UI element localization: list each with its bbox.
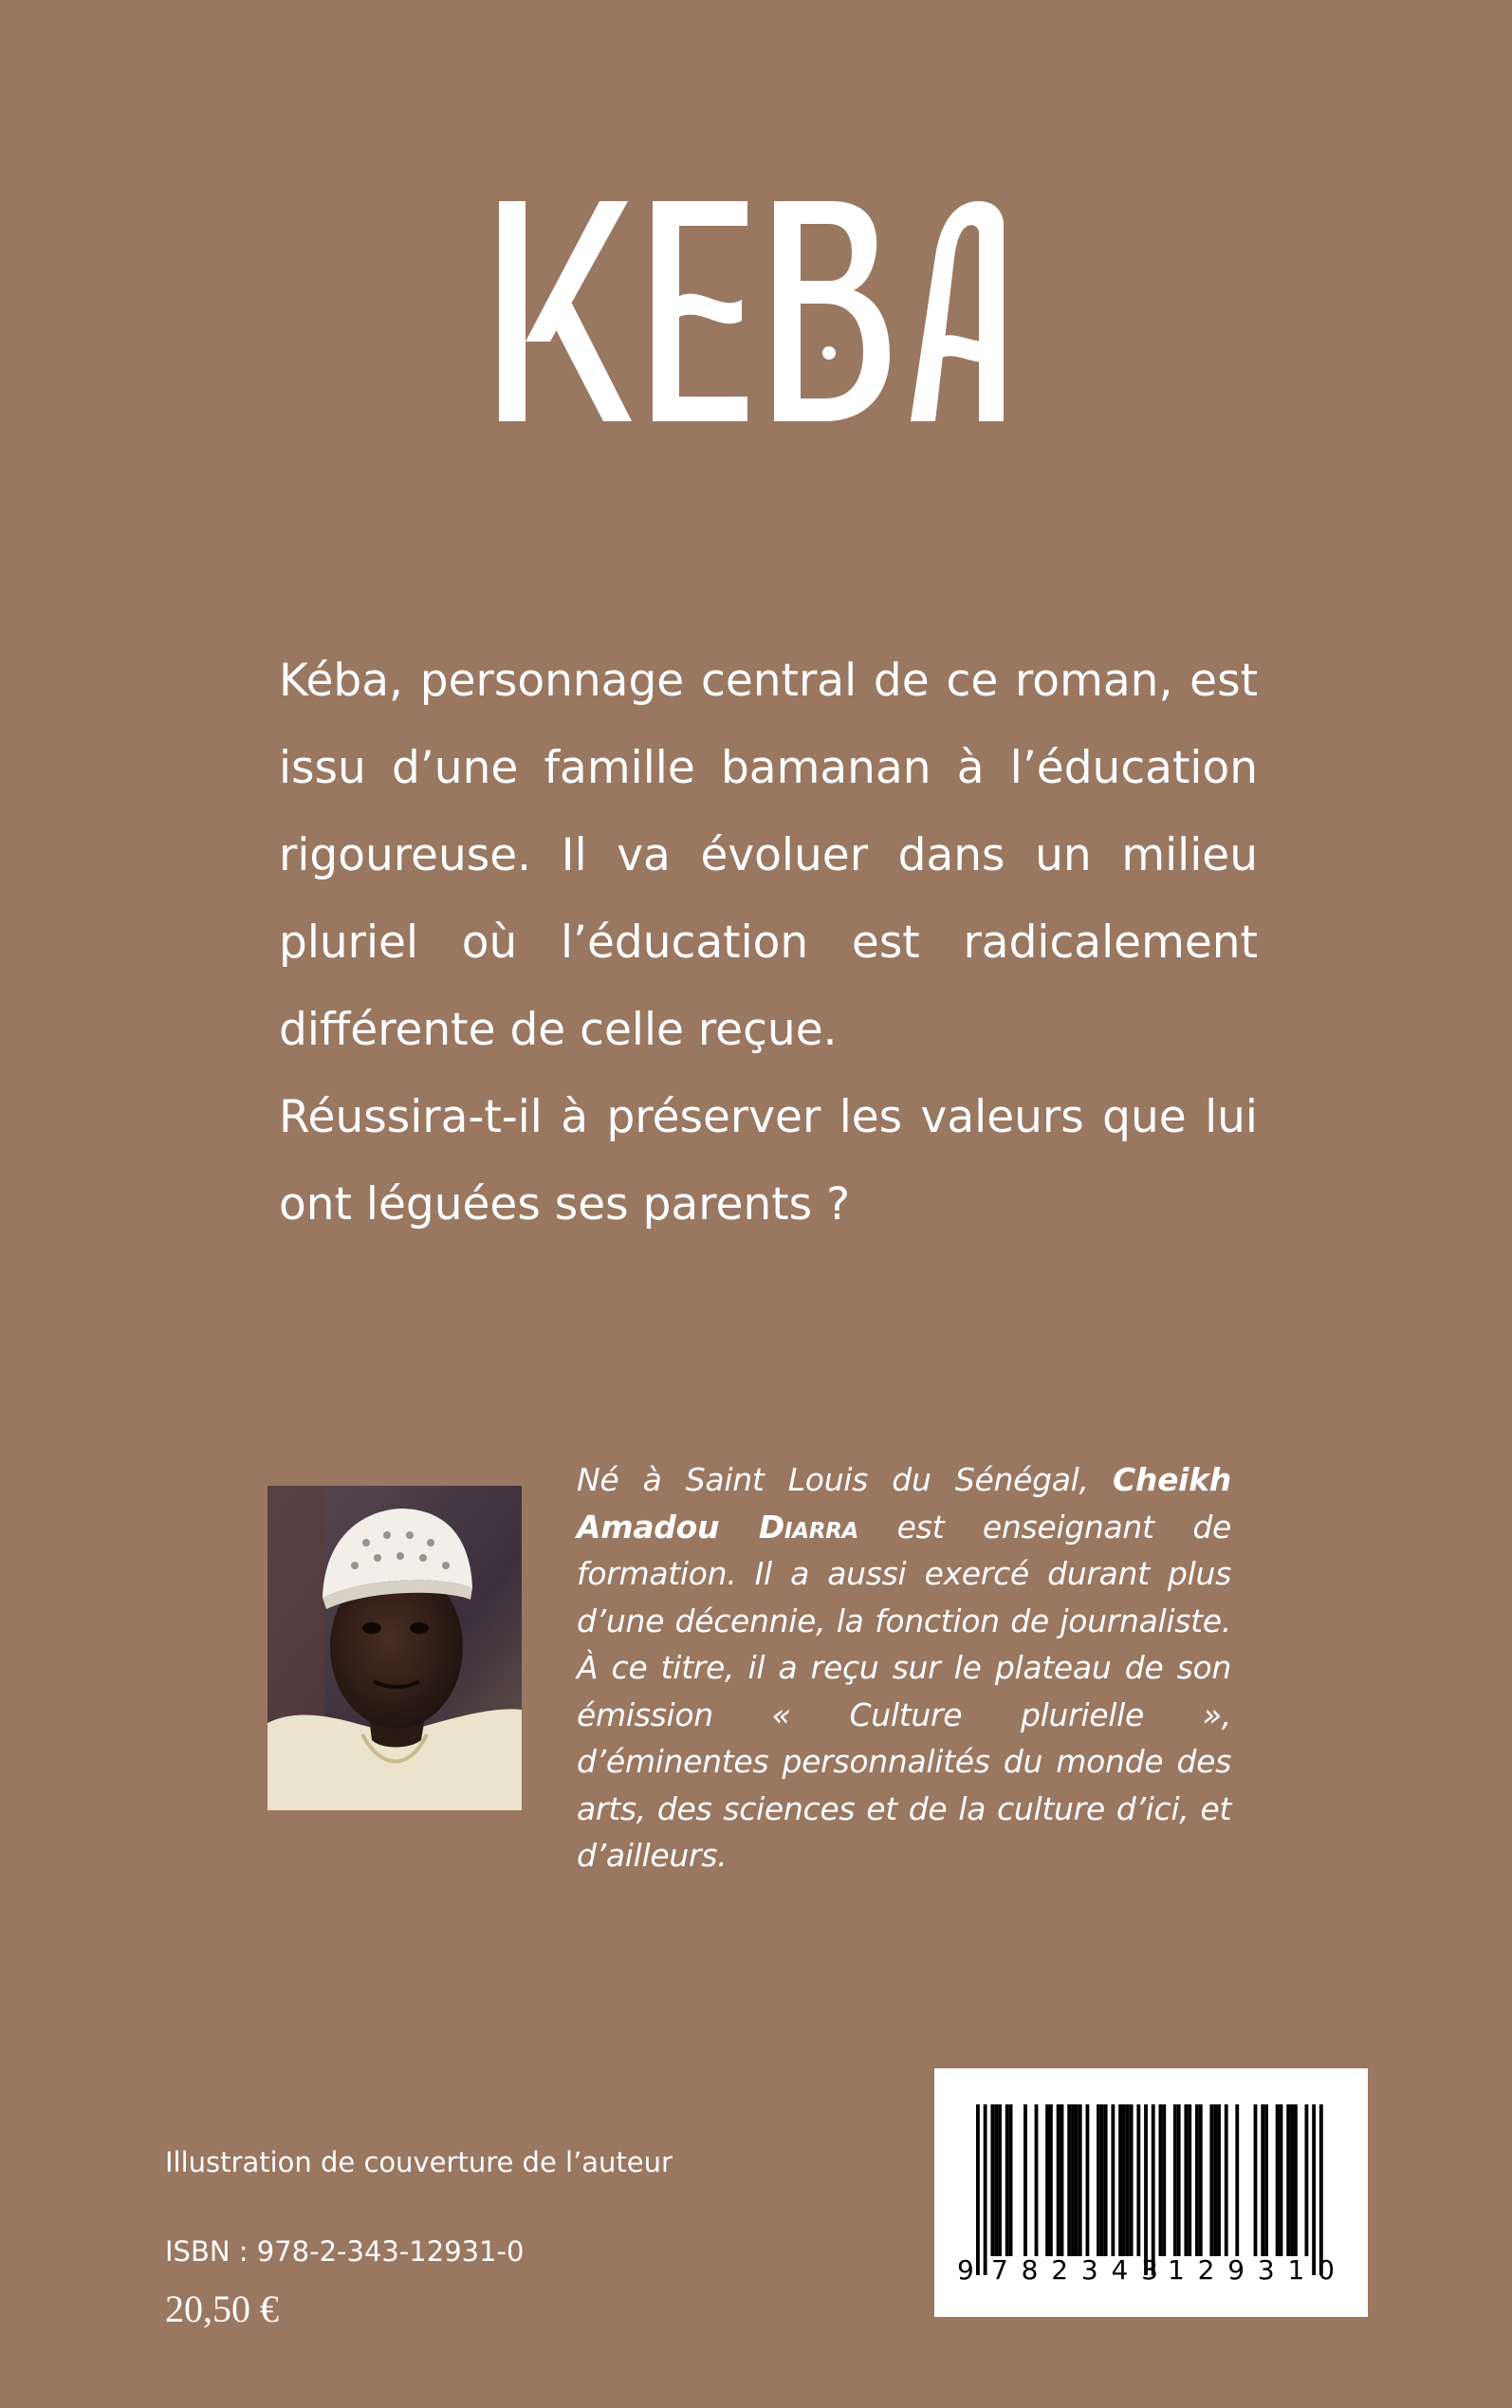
barcode-bar — [1254, 2104, 1258, 2256]
barcode-bar — [1217, 2104, 1221, 2256]
bio-intro: Né à Saint Louis du Sénégal, — [577, 1461, 1113, 1498]
barcode-bar — [1045, 2104, 1049, 2256]
barcode-bar — [1075, 2104, 1079, 2256]
barcode-bar — [1184, 2104, 1188, 2256]
barcode-bar — [1009, 2104, 1013, 2256]
barcode-bar — [1067, 2104, 1071, 2256]
barcode-bar — [1049, 2104, 1053, 2256]
barcode-bar — [1086, 2104, 1090, 2256]
barcode-bar — [1261, 2104, 1264, 2256]
synopsis — [279, 638, 1258, 1249]
author-photo — [267, 1486, 522, 1810]
barcode-bar — [1100, 2104, 1104, 2256]
barcode-bar — [1173, 2104, 1177, 2256]
author-bio-text — [577, 1456, 1231, 1880]
author-bio — [577, 1456, 1231, 1880]
barcode-bars — [976, 2104, 1323, 2275]
isbn: ISBN : 978-2-343-12931-0 — [165, 2235, 525, 2268]
barcode-bar — [1035, 2104, 1039, 2256]
author-last-name: Diarra — [758, 1508, 859, 1546]
barcode-bar — [1162, 2104, 1166, 2256]
barcode-bar — [1104, 2104, 1108, 2256]
synopsis-paragraph: Kéba, personnage central de ce roman, est issu d’une famille bamanan à l’éducation rigoureuse. Il va évoluer dans un milieu pluriel où l’éducation est radicalement différente de celle reçue. — [279, 655, 1258, 1056]
barcode-bar — [1280, 2104, 1283, 2256]
barcode-digits: 129310 — [1168, 2254, 1335, 2286]
synopsis-question: Réussira-t-il à préserver les valeurs que lui ont léguées ses parents ? — [279, 1091, 1258, 1231]
bio-body: est enseignant de formation. Il a aussi exercé durant plus d’une décennie, la fonction de journaliste. À ce titre, il a reçu sur le plateau de son émission « Culture plurielle », d’éminentes personnalités du monde des arts, des sciences et de la culture d’ici, et d’ailleurs. — [577, 1508, 1231, 1874]
barcode-bar — [1118, 2104, 1122, 2256]
barcode-bar — [1209, 2104, 1213, 2256]
barcode-bar — [1264, 2104, 1268, 2256]
barcode-bar — [1312, 2104, 1316, 2275]
barcode-bar — [1225, 2104, 1228, 2256]
barcode-bar — [1144, 2104, 1148, 2275]
barcode-bar — [1122, 2104, 1126, 2256]
barcode-bar — [984, 2104, 987, 2275]
barcode-bar — [1071, 2104, 1075, 2256]
barcode-bar — [1276, 2104, 1280, 2256]
barcode-bar — [1152, 2104, 1155, 2275]
barcode-bar — [1290, 2104, 1294, 2256]
barcode-bar — [1023, 2104, 1027, 2256]
title-logo — [493, 199, 1005, 427]
barcode-bar — [976, 2104, 980, 2275]
barcode-bar — [1136, 2104, 1140, 2256]
barcode-bar — [1005, 2104, 1009, 2256]
barcode-bar — [998, 2104, 1002, 2256]
barcode-bar — [1126, 2104, 1130, 2256]
barcode-bar — [1079, 2104, 1082, 2256]
barcode-bar — [1057, 2104, 1060, 2256]
cover-illustration-credit: Illustration de couverture de l’auteur — [165, 2146, 673, 2178]
barcode-bar — [1159, 2104, 1163, 2256]
barcode-bar — [1305, 2104, 1309, 2256]
barcode-digits: 782343 — [991, 2254, 1158, 2286]
barcode-bar — [994, 2104, 998, 2256]
barcode-bar — [1213, 2104, 1217, 2256]
author-first-name: Cheikh Amadou — [577, 1461, 1231, 1546]
barcode-bar — [1188, 2104, 1191, 2256]
barcode-digit: 9 — [957, 2254, 974, 2286]
barcode-bar — [990, 2104, 994, 2256]
barcode-bar — [1130, 2104, 1134, 2256]
barcode-bar — [1286, 2104, 1290, 2256]
barcode-bar — [1097, 2104, 1100, 2256]
barcode-bar — [1294, 2104, 1298, 2256]
barcode-bar — [1319, 2104, 1323, 2275]
barcode-bar — [1235, 2104, 1239, 2256]
barcode-bar — [1195, 2104, 1199, 2256]
barcode — [934, 2068, 1368, 2317]
price: 20,50 € — [165, 2288, 279, 2330]
barcode-bar — [1199, 2104, 1203, 2256]
barcode-bar — [1177, 2104, 1181, 2256]
barcode-bar — [1111, 2104, 1115, 2256]
barcode-bar — [1060, 2104, 1064, 2256]
